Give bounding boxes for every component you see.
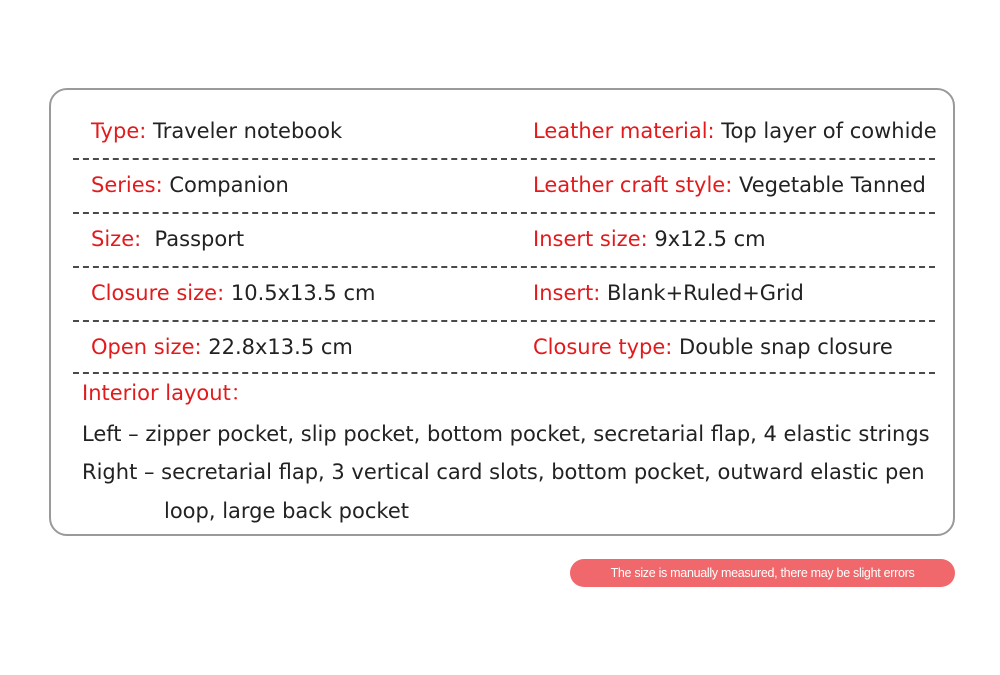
spec-cell-series — [91, 165, 289, 205]
spec-label: Leather material: — [533, 119, 715, 143]
interior-right-line: Right – secretarial flap, 3 vertical card slots, bottom pocket, outward elastic pen — [82, 460, 925, 484]
spec-label: Size: — [91, 227, 142, 251]
spec-label: Series: — [91, 173, 163, 197]
row-divider — [73, 320, 935, 322]
interior-right-line-continued: loop, large back pocket — [164, 499, 409, 523]
spec-value: 10.5x13.5 cm — [224, 281, 376, 305]
spec-label: Insert size: — [533, 227, 648, 251]
spec-label: Insert: — [533, 281, 601, 305]
interior-layout-title: Interior layout： — [82, 381, 252, 405]
interior-left-line: Left – zipper pocket, slip pocket, bottom pocket, secretarial flap, 4 elastic strings — [82, 422, 930, 446]
spec-cell-closure-type — [533, 327, 893, 367]
spec-value: Double snap closure — [672, 335, 893, 359]
spec-value: Top layer of cowhide — [714, 119, 937, 143]
measurement-note-badge: The size is manually measured, there may be slight errors — [570, 559, 955, 587]
spec-value: Passport — [141, 227, 245, 251]
spec-value: Blank+Ruled+Grid — [600, 281, 804, 305]
spec-row-type — [73, 111, 938, 151]
row-divider — [73, 212, 935, 214]
spec-value: 22.8x13.5 cm — [201, 335, 353, 359]
row-divider — [73, 158, 935, 160]
spec-row-open-size — [73, 327, 938, 367]
spec-cell-open-size — [91, 327, 353, 367]
spec-label: Closure type: — [533, 335, 673, 359]
spec-card — [49, 88, 955, 536]
spec-cell-closure-size — [91, 273, 375, 313]
spec-label: Open size: — [91, 335, 202, 359]
spec-row-size — [73, 219, 938, 259]
row-divider — [73, 266, 935, 268]
spec-cell-leather-material — [533, 111, 937, 151]
spec-value: Traveler notebook — [146, 119, 343, 143]
row-divider — [73, 372, 935, 374]
spec-label: Leather craft style: — [533, 173, 733, 197]
spec-cell-leather-craft-style — [533, 165, 926, 205]
spec-cell-size — [91, 219, 244, 259]
spec-value: Companion — [162, 173, 289, 197]
spec-cell-type — [91, 111, 342, 151]
spec-value: Vegetable Tanned — [732, 173, 926, 197]
spec-label: Type: — [91, 119, 147, 143]
spec-value: 9x12.5 cm — [647, 227, 766, 251]
spec-row-closure-size — [73, 273, 938, 313]
spec-cell-insert — [533, 273, 804, 313]
spec-row-series — [73, 165, 938, 205]
spec-cell-insert-size — [533, 219, 766, 259]
spec-label: Closure size: — [91, 281, 225, 305]
